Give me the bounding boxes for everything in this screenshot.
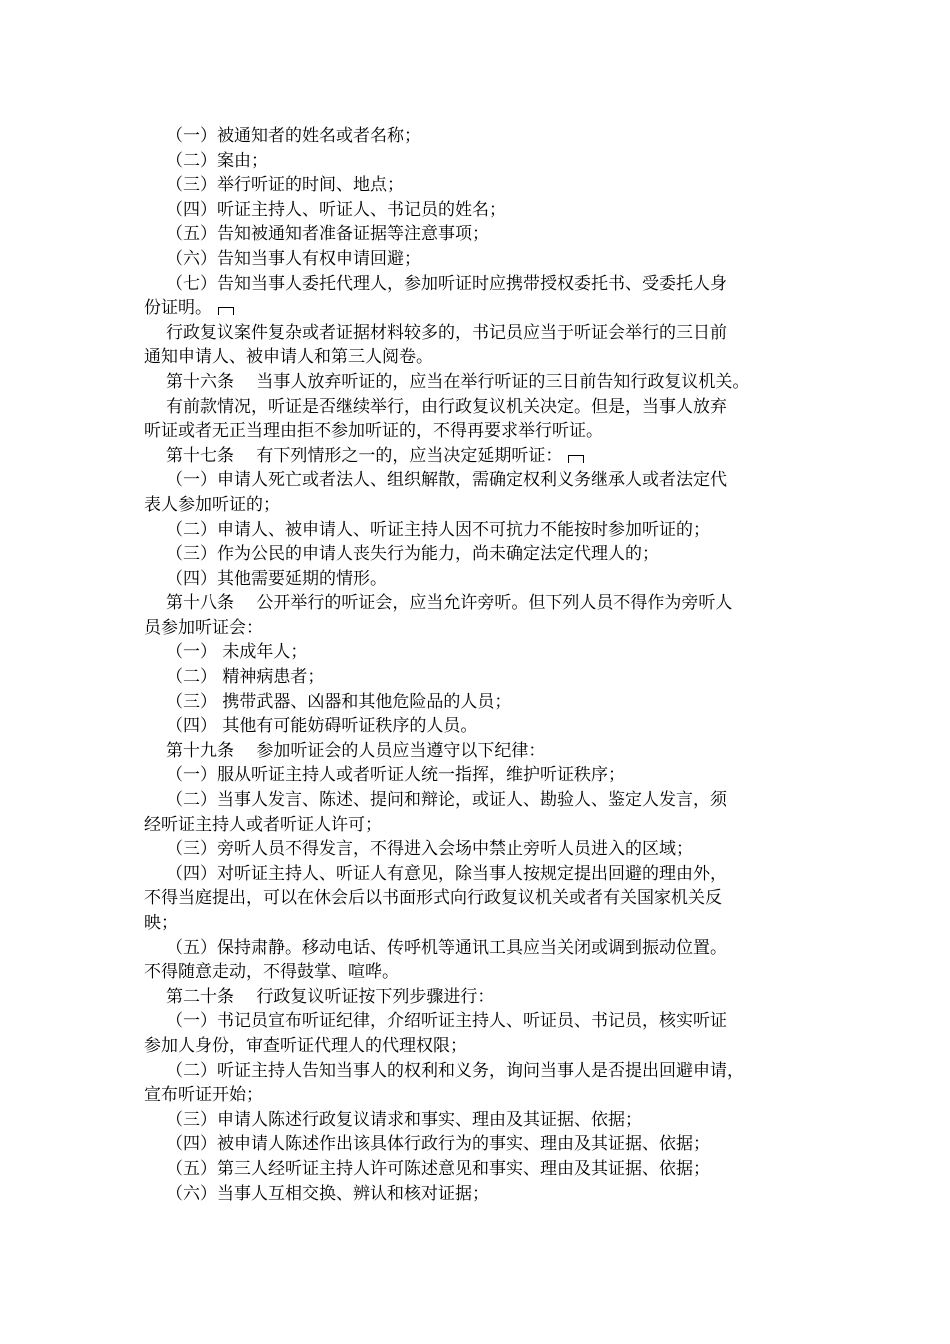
text-line	[144, 222, 844, 247]
text-line	[144, 395, 844, 420]
text-line	[144, 1034, 844, 1059]
line-text: 表人参加听证的；	[144, 494, 280, 515]
text-line	[144, 788, 844, 813]
text-line	[144, 640, 844, 665]
line-text: （三）作为公民的申请人丧失行为能力，尚未确定法定代理人的；	[166, 544, 659, 565]
line-text: 份证明。	[144, 298, 212, 319]
line-text: （六）当事人互相交换、辨认和核对证据；	[166, 1183, 489, 1204]
line-text: （七）告知当事人委托代理人，参加听证时应携带授权委托书、受委托人身	[166, 273, 727, 294]
line-text: （二）听证主持人告知当事人的权利和义务，询问当事人是否提出回避申请，	[166, 1060, 744, 1081]
line-text: （四） 其他有可能妨碍听证秩序的人员。	[166, 716, 478, 737]
line-text: （一）被通知者的姓名或者名称；	[166, 126, 421, 146]
paragraph-mark-icon	[568, 455, 584, 463]
text-line	[144, 198, 844, 223]
line-text: （三）旁听人员不得发言，不得进入会场中禁止旁听人员进入的区域；	[166, 839, 693, 860]
line-text: （一） 未成年人；	[166, 642, 308, 663]
line-text: （四）被申请人陈述作出该具体行政行为的事实、理由及其证据、依据；	[166, 1134, 710, 1155]
line-text: 经听证主持人或者听证人许可；	[144, 814, 382, 835]
text-line	[144, 247, 844, 272]
line-text: （二） 精神病患者；	[166, 667, 325, 688]
text-line	[144, 813, 844, 838]
text-line	[144, 591, 844, 616]
text-line	[144, 272, 844, 297]
text-line	[144, 1108, 844, 1133]
text-line	[144, 616, 844, 641]
text-line	[144, 173, 844, 198]
text-line	[144, 886, 844, 911]
line-text: （三）举行听证的时间、地点；	[166, 175, 404, 196]
line-text: 有前款情况，听证是否继续举行，由行政复议机关决定。但是，当事人放弃	[166, 396, 727, 417]
line-text: （四）其他需要延期的情形。	[166, 568, 387, 589]
text-line	[144, 1083, 844, 1108]
line-text: 第十九条 参加听证会的人员应当遵守以下纪律：	[166, 740, 546, 761]
text-line	[144, 1157, 844, 1182]
line-text: （五）告知被通知者准备证据等注意事项；	[166, 224, 489, 245]
text-line	[144, 862, 844, 887]
text-line	[144, 370, 844, 395]
line-text: （二）案由；	[166, 150, 268, 171]
line-text: （四）对听证主持人、听证人有意见，除当事人按规定提出回避的理由外，	[166, 863, 727, 884]
text-line	[144, 1132, 844, 1157]
line-text: （三）申请人陈述行政复议请求和事实、理由及其证据、依据；	[166, 1109, 642, 1130]
text-line	[144, 911, 844, 936]
text-line	[144, 739, 844, 764]
line-text: 第十七条 有下列情形之一的，应当决定延期听证：	[166, 445, 563, 466]
text-line	[144, 960, 844, 985]
line-text: 听证或者无正当理由拒不参加听证的，不得再要求举行听证。	[144, 421, 603, 442]
text-line	[144, 296, 844, 321]
line-text: 行政复议案件复杂或者证据材料较多的，书记员应当于听证会举行的三日前	[166, 322, 727, 343]
text-line	[144, 763, 844, 788]
line-text: 第十六条 当事人放弃听证的，应当在举行听证的三日前告知行政复议机关。	[166, 371, 750, 392]
text-line	[144, 419, 844, 444]
line-text: （一）服从听证主持人或者听证人统一指挥，维护听证秩序；	[166, 765, 625, 786]
text-line	[144, 567, 844, 592]
paragraph-mark-icon	[218, 307, 234, 315]
text-line	[144, 936, 844, 961]
line-text: （二）当事人发言、陈述、提问和辩论，或证人、勘验人、鉴定人发言，须	[166, 790, 727, 811]
document-body	[144, 124, 844, 1206]
line-text: 参加人身份，审查听证代理人的代理权限；	[144, 1035, 467, 1056]
text-line	[144, 690, 844, 715]
line-text: （五）保持肃静。移动电话、传呼机等通讯工具应当关闭或调到振动位置。	[166, 937, 727, 958]
line-text: （一）申请人死亡或者法人、组织解散，需确定权利义务继承人或者法定代	[166, 470, 727, 491]
line-text: 不得随意走动，不得鼓掌、喧哗。	[144, 962, 399, 983]
text-line	[144, 665, 844, 690]
line-text: 映；	[144, 913, 178, 933]
text-line	[144, 124, 844, 149]
text-line	[144, 518, 844, 543]
line-text: 不得当庭提出，可以在休会后以书面形式向行政复议机关或者有关国家机关反	[144, 888, 722, 909]
line-text: （一）书记员宣布听证纪律，介绍听证主持人、听证员、书记员，核实听证	[166, 1011, 727, 1032]
line-text: （四）听证主持人、听证人、书记员的姓名；	[166, 199, 506, 220]
line-text: （五）第三人经听证主持人许可陈述意见和事实、理由及其证据、依据；	[166, 1158, 710, 1179]
text-line	[144, 1182, 844, 1207]
line-text: 第二十条 行政复议听证按下列步骤进行：	[166, 986, 495, 1007]
text-line	[144, 444, 844, 469]
text-line	[144, 1059, 844, 1084]
text-line	[144, 321, 844, 346]
text-line	[144, 1009, 844, 1034]
line-text: （六）告知当事人有权申请回避；	[166, 248, 421, 269]
text-line	[144, 345, 844, 370]
line-text: 通知申请人、被申请人和第三人阅卷。	[144, 347, 433, 368]
line-text: （三） 携带武器、凶器和其他危险品的人员；	[166, 691, 512, 712]
text-line	[144, 985, 844, 1010]
text-line	[144, 493, 844, 518]
text-line	[144, 837, 844, 862]
line-text: 宣布听证开始；	[144, 1085, 263, 1106]
line-text: 第十八条 公开举行的听证会，应当允许旁听。但下列人员不得作为旁听人	[166, 593, 733, 614]
text-line	[144, 542, 844, 567]
line-text: 员参加听证会：	[144, 617, 263, 638]
text-line	[144, 468, 844, 493]
line-text: （二）申请人、被申请人、听证主持人因不可抗力不能按时参加听证的；	[166, 519, 710, 540]
text-line	[144, 714, 844, 739]
text-line	[144, 149, 844, 174]
